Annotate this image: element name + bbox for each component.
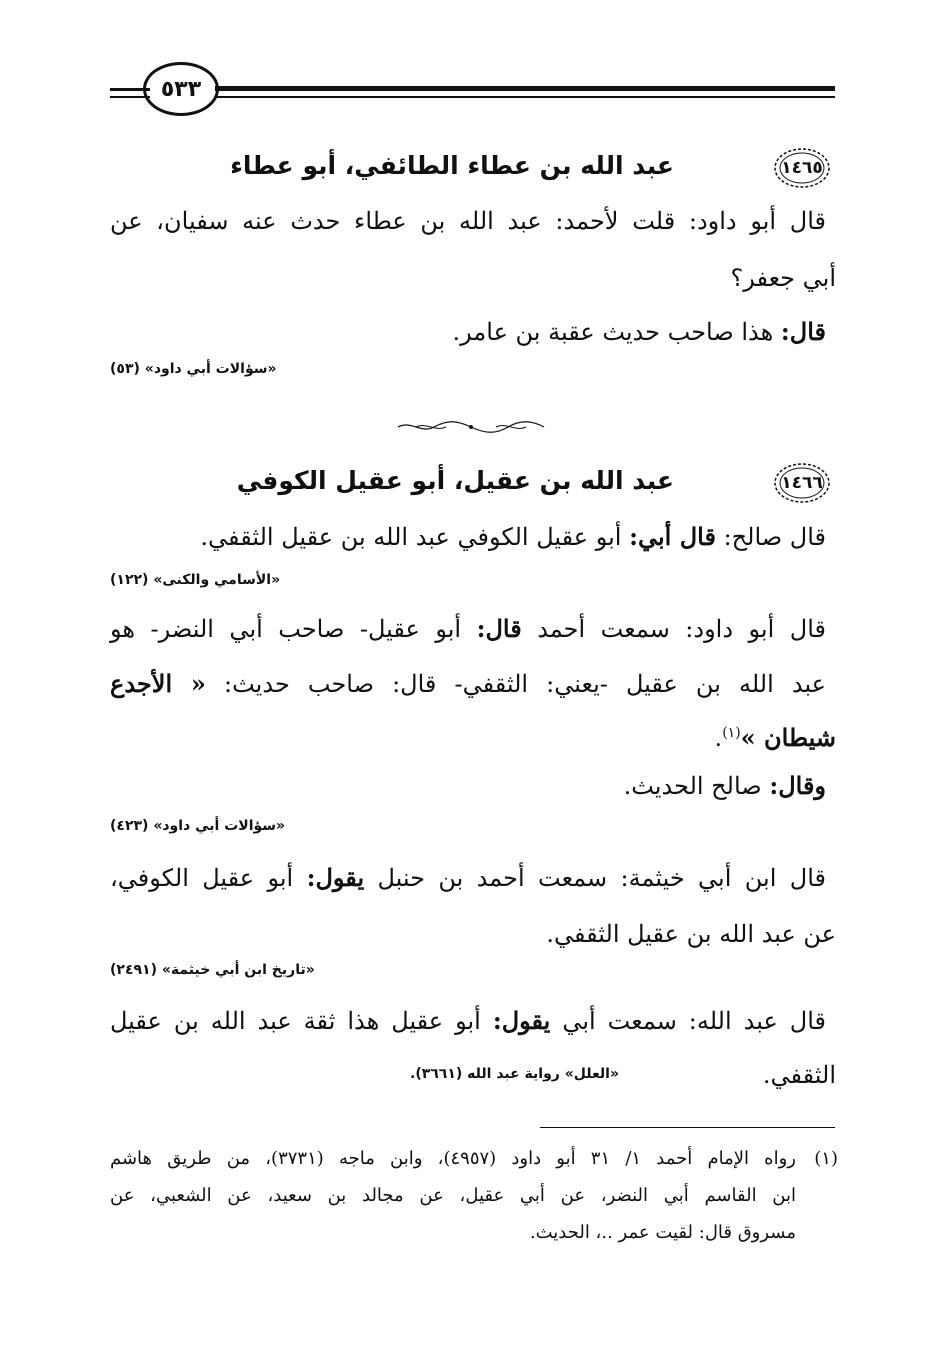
text-run: . — [714, 724, 723, 752]
text-run: قال صالح: — [723, 523, 826, 551]
paragraph-line — [110, 669, 826, 698]
paragraph-line — [453, 317, 826, 346]
entry-title: عبد الله بن عقيل، أبو عقيل الكوفي — [236, 466, 674, 495]
hadith-quote: شيطان » — [740, 723, 836, 752]
paragraph-line: أبي جعفر؟ — [730, 264, 836, 292]
paragraph-line: عن عبد الله بن عقيل الثقفي. — [546, 920, 836, 948]
paragraph-line — [624, 771, 826, 800]
section-divider-ornament — [396, 420, 546, 434]
speaker-label: قال أبي: — [629, 522, 716, 551]
paragraph-line — [110, 863, 826, 892]
quote-text: هذا صاحب حديث عقبة بن عامر. — [452, 318, 774, 346]
footnote-line: رواه الإمام أحمد ١/ ٣١ أبو داود (٤٩٥٧)، وابن ماجه (٣٧٣١)، من طريق هاشم — [110, 1148, 796, 1169]
text-run: أبو عقيل الكوفي، — [110, 864, 294, 892]
footnote-line: مسروق قال: لقيت عمر ..، الحديث. — [529, 1222, 796, 1243]
paragraph-line: قال أبو داود: قلت لأحمد: عبد الله بن عطاء حدث عنه سفيان، عن — [110, 207, 826, 235]
header-rule-thin — [215, 96, 835, 98]
paragraph-line — [110, 1006, 826, 1035]
entry-number: ١٤٦٥ — [781, 158, 823, 178]
text-run: عبد الله بن عقيل -يعني: الثقفي- قال: صاحب حديث: — [224, 670, 827, 698]
speaker-label: يقول: — [492, 1006, 551, 1035]
footnote-ref[interactable]: (١) — [722, 725, 741, 741]
source-citation: «تاريخ ابن أبي خيثمة» (٢٤٩١) — [110, 962, 315, 978]
speaker-label: قال: — [476, 614, 522, 643]
text-run: قال أبو داود: سمعت أحمد — [537, 615, 826, 643]
entry-badge-1465 — [772, 146, 832, 190]
source-citation: «الأسامي والكنى» (١٢٢) — [110, 572, 281, 588]
text-run: قال ابن أبي خيثمة: سمعت أحمد بن حنبل — [377, 864, 826, 892]
text-run: قال عبد الله: سمعت أبي — [562, 1007, 826, 1035]
source-citation: «سؤالات أبي داود» (٥٣) — [110, 361, 277, 377]
entry-number: ١٤٦٦ — [781, 473, 823, 493]
quote-text: صالح الحديث. — [623, 772, 762, 800]
source-citation: «سؤالات أبي داود» (٤٢٣) — [110, 818, 286, 834]
footnote-rule — [540, 1127, 835, 1128]
footnote-line: ابن القاسم أبي النضر، عن أبي عقيل، عن مجالد بن سعيد، عن الشعبي، عن — [110, 1185, 796, 1206]
text-run: أبو عقيل هذا ثقة عبد الله بن عقيل — [110, 1007, 481, 1035]
entry-title: عبد الله بن عطاء الطائفي، أبو عطاء — [230, 151, 674, 180]
footnote-marker: (١) — [814, 1148, 838, 1169]
text-run: أبو عقيل- صاحب أبي النضر- هو — [110, 615, 462, 643]
page-number-text: ٥٣٣ — [160, 76, 202, 102]
speaker-label: وقال: — [769, 771, 826, 800]
hadith-quote: « الأجدع — [110, 669, 206, 698]
page-number — [143, 62, 219, 116]
paragraph-line — [715, 723, 836, 752]
paragraph-line — [200, 522, 826, 551]
entry-badge-1466 — [772, 461, 832, 505]
source-citation: «العلل» رواية عبد الله (٣٦٦١). — [410, 1066, 619, 1082]
text-run: أبو عقيل الكوفي عبد الله بن عقيل الثقفي. — [200, 523, 622, 551]
paragraph-line: الثقفي. — [762, 1061, 836, 1089]
speaker-label: يقول: — [306, 863, 365, 892]
paragraph-line — [110, 614, 826, 643]
header-rule — [215, 86, 835, 91]
speaker-label: قال: — [780, 317, 826, 346]
